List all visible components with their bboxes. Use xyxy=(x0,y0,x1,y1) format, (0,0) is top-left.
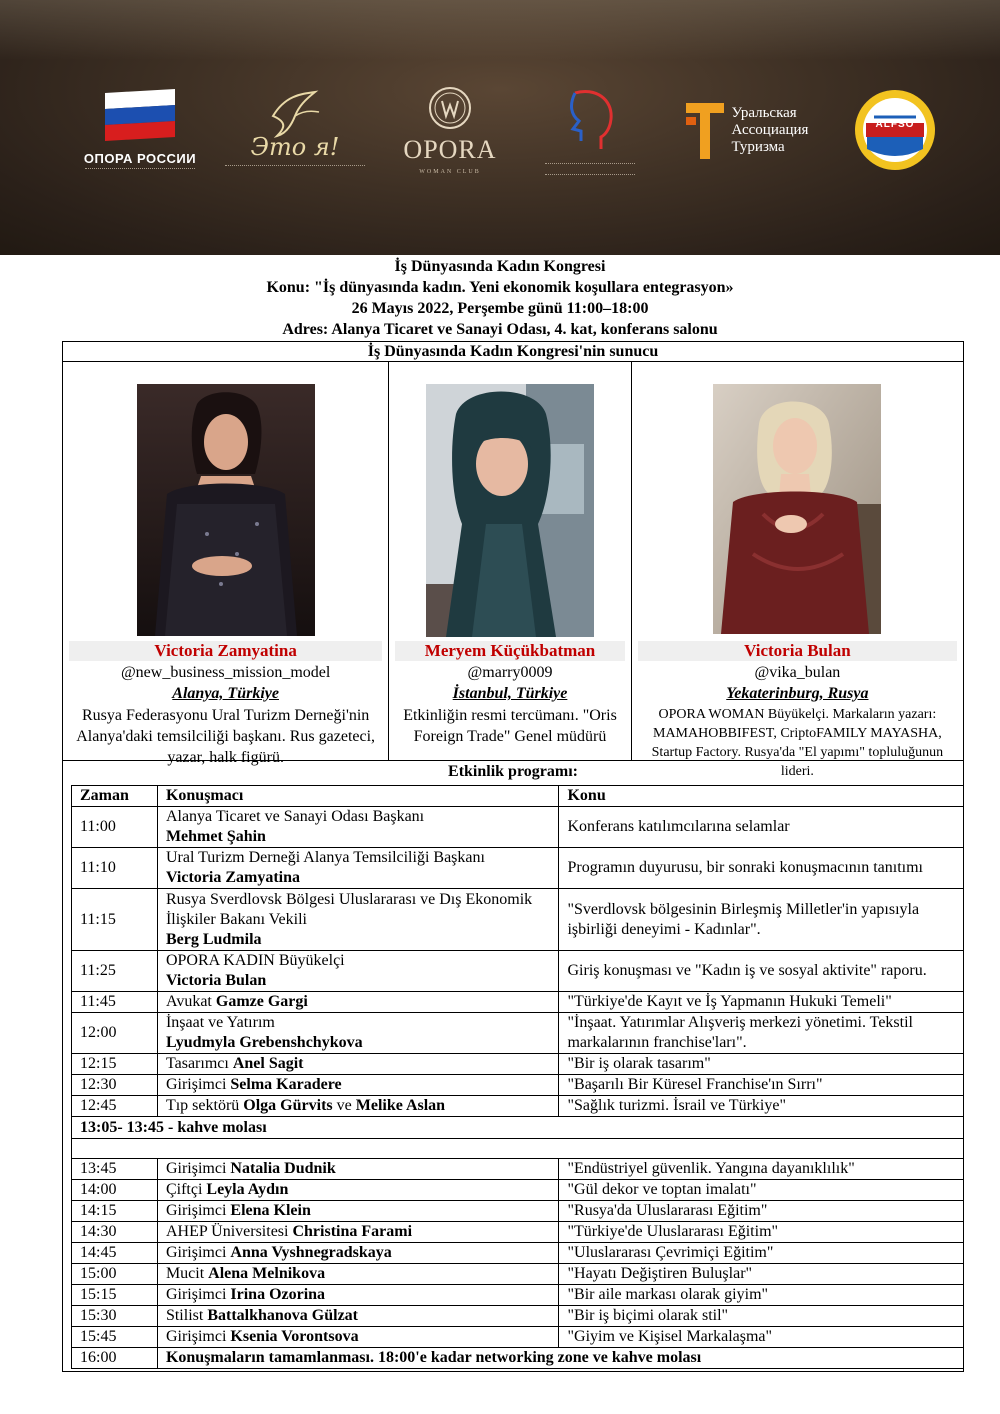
table-row xyxy=(72,1264,964,1285)
table-row xyxy=(72,1075,964,1096)
ural-tourism-logo xyxy=(665,75,825,185)
row-time: 14:00 xyxy=(72,1180,158,1201)
row-time: 11:45 xyxy=(72,992,158,1013)
program-title: Etkinlik programı: xyxy=(62,761,964,783)
row-topic: "Sverdlovsk bölgesinin Birleşmiş Milletler'in yapısıyla işbirliği deneyimi - Kadınlar". xyxy=(559,889,964,951)
row-topic: Giriş konuşması ve "Kadın iş ve sosyal aktivite" raporu. xyxy=(559,951,964,992)
row-topic: "Hayatı Değiştiren Buluşlar" xyxy=(559,1264,964,1285)
row-speaker: Lyudmyla Grebenshchykova xyxy=(165,1034,363,1051)
row-topic: "Gül dekor ve toptan imalatı" xyxy=(559,1180,964,1201)
row-speaker: Irina Ozorina xyxy=(230,1286,326,1303)
row-time: 12:00 xyxy=(72,1013,158,1054)
row-speaker-2: Melike Aslan xyxy=(355,1097,446,1114)
row-time: 12:45 xyxy=(72,1096,158,1117)
alfso-emblem-icon xyxy=(852,87,938,173)
row-role: Stilist xyxy=(165,1307,208,1324)
ministry-logo xyxy=(535,75,645,185)
alfso-logo xyxy=(845,75,945,185)
row-speaker: Elena Klein xyxy=(230,1202,311,1219)
row-speaker-cell xyxy=(157,1264,559,1285)
row-speaker: Alena Melnikova xyxy=(208,1265,326,1282)
row-topic: Konferans katılımcılarına selamlar xyxy=(559,807,964,848)
presenter-name: Meryem Küçükbatman xyxy=(395,641,624,661)
table-row xyxy=(72,1180,964,1201)
closing-text: Konuşmaların tamamlanması. 18:00'e kadar networking zone ve kahve molası xyxy=(157,1348,963,1369)
table-row xyxy=(72,1285,964,1306)
row-speaker: Natalia Dudnik xyxy=(230,1160,336,1177)
table-row xyxy=(72,1159,964,1180)
presenter-card xyxy=(63,362,389,766)
row-speaker-cell xyxy=(157,1306,559,1327)
row-topic: "Bir iş biçimi olarak stil" xyxy=(559,1306,964,1327)
presenter-city: Yekaterinburg, Rusya xyxy=(726,685,869,702)
row-speaker: Leyla Aydın xyxy=(206,1181,289,1198)
row-speaker: Anel Sagit xyxy=(232,1055,304,1072)
row-speaker: Battalkhanova Gülzat xyxy=(207,1307,358,1324)
row-speaker-cell xyxy=(157,1013,559,1054)
row-speaker-cell xyxy=(157,1096,559,1117)
row-time: 12:30 xyxy=(72,1075,158,1096)
row-role: Mucit xyxy=(165,1265,209,1282)
row-role: Girişimci xyxy=(165,1160,231,1177)
opora-woman-subtitle: WOMAN CLUB xyxy=(419,169,481,175)
row-speaker: Berg Ludmila xyxy=(165,930,262,948)
row-time: 11:00 xyxy=(72,807,158,848)
spacer-row xyxy=(72,1139,964,1159)
row-role: İnşaat ve Yatırım xyxy=(165,1014,275,1031)
row-speaker-cell xyxy=(157,807,559,848)
row-role: Rusya Sverdlovsk Bölgesi Uluslararası ve Dış Ekonomik İlişkiler Bakanı Vekili xyxy=(165,890,533,928)
row-time: 15:00 xyxy=(72,1264,158,1285)
row-topic: "Türkiye'de Kayıt ve İş Yapmanın Hukuki Temeli" xyxy=(559,992,964,1013)
row-speaker-cell xyxy=(157,992,559,1013)
presenter-photo xyxy=(137,384,315,636)
row-topic: Programın duyurusu, bir sonraki konuşmacının tanıtımı xyxy=(559,848,964,889)
row-speaker: Selma Karadere xyxy=(230,1076,342,1093)
ural-t-icon xyxy=(682,95,728,165)
opora-russia-logo xyxy=(75,75,205,185)
row-speaker-cell xyxy=(157,889,559,951)
row-topic: "Uluslararası Çevrimiçi Eğitim" xyxy=(559,1243,964,1264)
closing-time: 16:00 xyxy=(72,1348,158,1369)
row-role: AHEP Üniversitesi xyxy=(165,1223,293,1240)
row-time: 15:30 xyxy=(72,1306,158,1327)
header-speaker: Konuşmacı xyxy=(157,786,559,807)
table-row xyxy=(72,1243,964,1264)
row-topic: "İnşaat. Yatırımlar Alışveriş merkezi yönetimi. Tekstil markalarının franchise'ları". xyxy=(559,1013,964,1054)
ural-line-3: Туризма xyxy=(731,138,785,155)
eto-ya-subtitle xyxy=(225,165,365,175)
table-row xyxy=(72,1327,964,1348)
row-speaker: Olga Gürvits xyxy=(243,1097,333,1114)
row-speaker-cell xyxy=(157,1201,559,1222)
eto-ya-label: Это я! xyxy=(250,132,340,161)
presenter-card xyxy=(389,362,631,761)
logo-banner xyxy=(0,0,1000,255)
row-joiner: ve xyxy=(332,1097,356,1114)
program-body xyxy=(72,807,964,1369)
row-speaker-cell xyxy=(157,1285,559,1306)
row-topic: "Bir aile markası olarak giyim" xyxy=(559,1285,964,1306)
row-speaker: Ksenia Vorontsova xyxy=(230,1328,359,1345)
header-topic: Konu xyxy=(559,786,964,807)
row-time: 14:45 xyxy=(72,1243,158,1264)
row-speaker-cell xyxy=(157,1222,559,1243)
row-speaker: Gamze Gargi xyxy=(215,993,308,1010)
row-speaker: Victoria Bulan xyxy=(165,972,267,989)
row-topic: "Rusya'da Uluslararası Eğitim" xyxy=(559,1201,964,1222)
presenter-handle: @vika_bulan xyxy=(754,664,841,681)
event-address: Adres: Alanya Ticaret ve Sanayi Odası, 4. kat, konferans salonu xyxy=(282,321,718,338)
row-speaker-cell xyxy=(157,1159,559,1180)
table-row xyxy=(72,1306,964,1327)
presenter-city: Alanya, Türkiye xyxy=(172,685,279,702)
row-role: Girişimci xyxy=(165,1328,231,1345)
row-topic: "Giyim ve Kişisel Markalaşma" xyxy=(559,1327,964,1348)
row-time: 14:30 xyxy=(72,1222,158,1243)
ural-tourism-label xyxy=(732,105,809,156)
row-role: Girişimci xyxy=(165,1286,231,1303)
row-speaker: Christina Farami xyxy=(292,1223,413,1240)
presenter-card xyxy=(632,362,963,779)
row-time: 15:15 xyxy=(72,1285,158,1306)
table-row xyxy=(72,1096,964,1117)
row-role: Girişimci xyxy=(165,1244,231,1261)
face-profile-icon xyxy=(555,85,625,155)
table-row xyxy=(72,1054,964,1075)
row-time: 11:15 xyxy=(72,889,158,951)
program-table xyxy=(71,785,964,1369)
presenter-description: Etkinliğin resmi tercümanı. "Oris Foreign Trade" Genel müdürü xyxy=(403,707,617,745)
presenter-photo xyxy=(426,384,594,637)
eto-ya-logo xyxy=(220,75,370,185)
table-row xyxy=(72,992,964,1013)
row-speaker: Anna Vyshnegradskaya xyxy=(230,1244,392,1261)
event-topic: Konu: "İş dünyasında kadın. Yeni ekonomik koşullara entegrasyon» xyxy=(266,279,734,296)
program-section xyxy=(62,783,964,1372)
coffee-break-label: 13:05- 13:45 - kahve molası xyxy=(72,1117,964,1139)
row-topic: "Sağlık turizmi. İsrail ve Türkiye" xyxy=(559,1096,964,1117)
coffee-break-row xyxy=(72,1117,964,1139)
table-row xyxy=(72,807,964,848)
ural-line-2: Ассоциация xyxy=(731,121,809,138)
row-time: 14:15 xyxy=(72,1201,158,1222)
event-title: İş Dünyasında Kadın Kongresi xyxy=(394,258,606,275)
row-speaker-cell xyxy=(157,848,559,889)
presenters-title: İş Dünyasında Kadın Kongresi'nin sunucu xyxy=(63,342,963,362)
row-time: 12:15 xyxy=(72,1054,158,1075)
banner-shine xyxy=(0,0,1000,60)
row-speaker-cell xyxy=(157,1327,559,1348)
presenter-description: Rusya Federasyonu Ural Turizm Derneği'nin Alanya'daki temsilciliği başkanı. Rus gazeteci, yazar, halk figürü. xyxy=(76,707,376,766)
row-topic: "Endüstriyel güvenlik. Yangına dayanıklılık" xyxy=(559,1159,964,1180)
row-time: 11:10 xyxy=(72,848,158,889)
row-speaker-cell xyxy=(157,1054,559,1075)
header-time: Zaman xyxy=(72,786,158,807)
row-speaker-cell xyxy=(157,951,559,992)
table-row xyxy=(72,1201,964,1222)
row-topic: "Başarılı Bir Küresel Franchise'ın Sırrı" xyxy=(559,1075,964,1096)
row-speaker-cell xyxy=(157,1075,559,1096)
opora-w-emblem-icon xyxy=(427,85,473,131)
presenter-name: Victoria Zamyatina xyxy=(69,641,382,661)
presenter-photo xyxy=(713,384,881,634)
row-topic: "Bir iş olarak tasarım" xyxy=(559,1054,964,1075)
row-role: Tasarımcı xyxy=(165,1055,233,1072)
row-role: Çiftçi xyxy=(165,1181,207,1198)
row-speaker-cell xyxy=(157,1243,559,1264)
presenter-handle: @new_business_mission_model xyxy=(120,664,331,681)
table-row xyxy=(72,889,964,951)
row-role: Girişimci xyxy=(165,1076,231,1093)
presenter-city: İstanbul, Türkiye xyxy=(452,685,568,702)
row-role: Tıp sektörü xyxy=(165,1097,244,1114)
row-speaker-cell xyxy=(157,1180,559,1201)
row-time: 11:25 xyxy=(72,951,158,992)
table-header-row xyxy=(72,786,964,807)
row-time: 13:45 xyxy=(72,1159,158,1180)
row-time: 15:45 xyxy=(72,1327,158,1348)
row-speaker: Victoria Zamyatina xyxy=(165,869,301,886)
opora-russia-label: ОПОРА РОССИИ xyxy=(83,150,197,166)
row-role: Girişimci xyxy=(165,1202,231,1219)
alfso-label: ALFSO xyxy=(875,119,915,130)
row-speaker: Mehmet Şahin xyxy=(165,828,266,845)
table-row xyxy=(72,848,964,889)
row-role: Ural Turizm Derneği Alanya Temsilciliği Başkanı xyxy=(165,849,485,866)
row-role: OPORA KADIN Büyükelçi xyxy=(165,952,345,969)
presenter-description: OPORA WOMAN Büyükelçi. Markaların yazarı: MAMAHOBBIFEST, CriptoFAMILY MAYASHA, Startup Factory. Rusya'da "El yapımı" topluluğunun lideri. xyxy=(651,707,944,779)
ural-line-1: Уральская xyxy=(731,104,797,121)
opora-russia-subtitle xyxy=(85,168,195,176)
table-row xyxy=(72,951,964,992)
presenter-handle: @marry0009 xyxy=(467,664,553,681)
spacer-cell xyxy=(72,1139,964,1159)
opora-woman-logo xyxy=(390,75,510,185)
russian-flag-icon xyxy=(95,85,185,145)
row-role: Avukat xyxy=(165,993,216,1010)
row-topic: "Türkiye'de Uluslararası Eğitim" xyxy=(559,1222,964,1243)
event-date: 26 Mayıs 2022, Perşembe günü 11:00–18:00 xyxy=(351,300,649,317)
closing-row xyxy=(72,1348,964,1369)
opora-woman-label: OPORA xyxy=(403,135,497,164)
row-role: Alanya Ticaret ve Sanayi Odası Başkanı xyxy=(165,808,425,825)
table-row xyxy=(72,1013,964,1054)
ministry-subtitle xyxy=(545,163,635,175)
table-row xyxy=(72,1222,964,1243)
presenter-name: Victoria Bulan xyxy=(638,641,957,661)
